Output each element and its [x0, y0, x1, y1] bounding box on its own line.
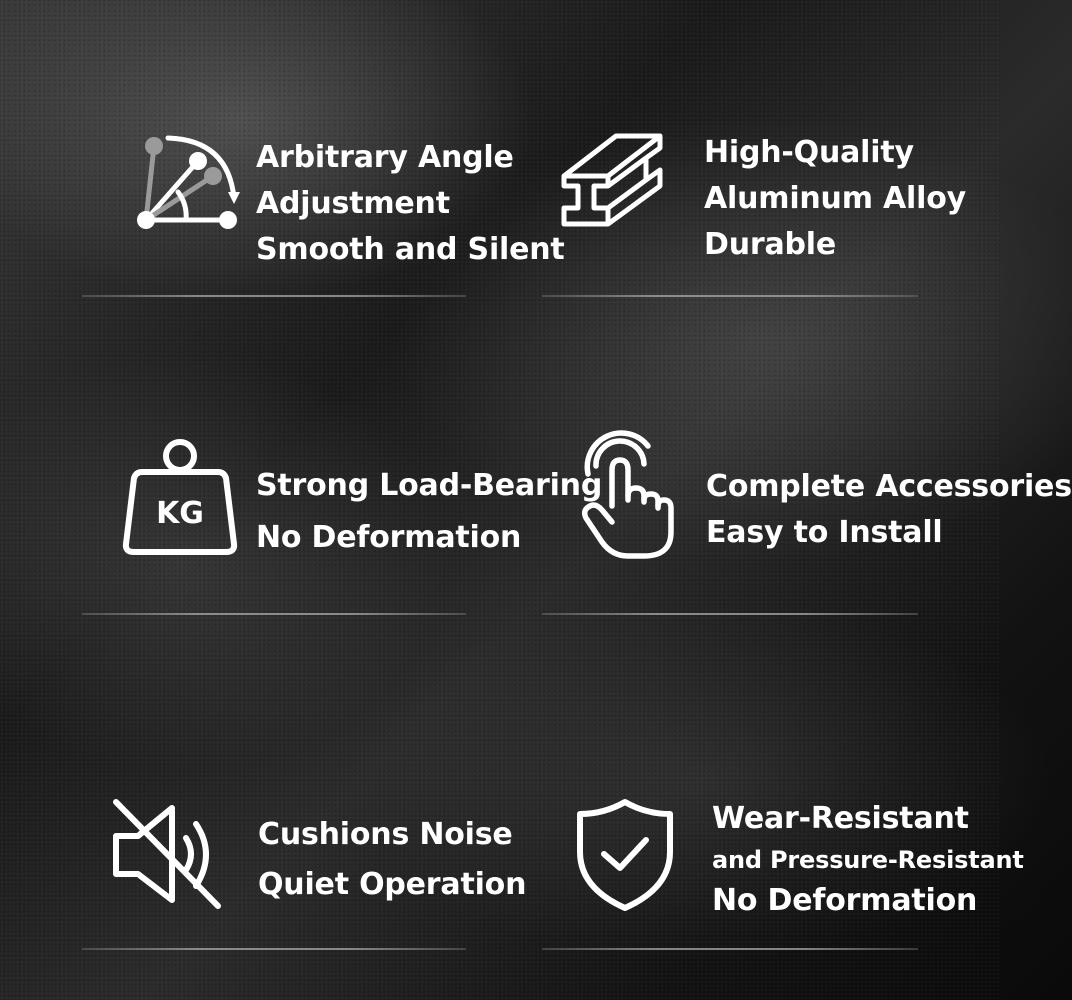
feature-line: Strong Load-Bearing	[256, 468, 603, 503]
feature-line: High-Quality	[704, 135, 914, 170]
mute-speaker-icon	[108, 796, 228, 912]
divider	[82, 948, 466, 950]
feature-line: Durable	[704, 227, 837, 262]
aluminum-beam-icon	[558, 130, 668, 238]
divider	[82, 613, 466, 615]
feature-line: No Deformation	[256, 520, 522, 555]
feature-line: Cushions Noise	[258, 817, 513, 852]
divider	[542, 295, 918, 297]
divider	[542, 948, 918, 950]
feature-line: Adjustment	[256, 186, 450, 221]
feature-line: Aluminum Alloy	[704, 181, 966, 216]
feature-line: Smooth and Silent	[256, 232, 565, 267]
touch-hand-icon	[578, 436, 678, 562]
feature-line: and Pressure-Resistant	[712, 846, 1024, 874]
feature-line: Quiet Operation	[258, 867, 527, 902]
feature-line: Arbitrary Angle	[256, 140, 514, 175]
feature-line: Wear-Resistant	[712, 801, 969, 836]
kg-weight-icon	[122, 436, 238, 558]
divider	[82, 295, 466, 297]
angle-adjust-icon	[128, 128, 246, 238]
feature-line: No Deformation	[712, 883, 978, 918]
feature-line: Easy to Install	[706, 515, 943, 550]
kg-label: KG	[156, 496, 204, 531]
feature-line: Complete Accessories	[706, 469, 1072, 504]
shield-check-icon	[574, 796, 676, 912]
divider	[542, 613, 918, 615]
